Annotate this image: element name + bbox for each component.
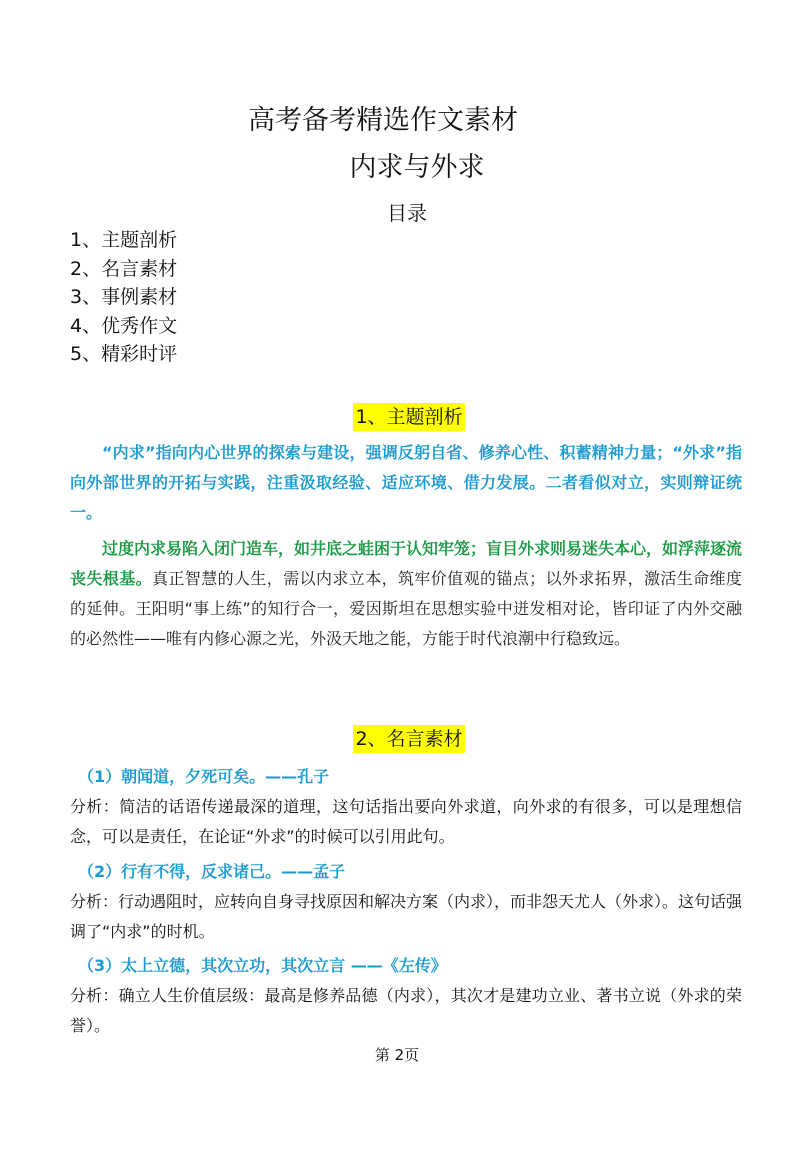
toc-item: 1、主题剖析 [70,229,178,251]
quote-analysis: 分析：确立人生价值层级：最高是修养品德（内求），其次才是建功立业、著书立说（外求的荣誉）。 [70,986,742,1035]
toc-item: 4、优秀作文 [70,314,178,337]
section-heading-quotes: 2、名言素材 [0,724,794,751]
quote-analysis: 分析：行动遇阻时，应转向自身寻找原因和解决方案（内求），而非怨天尤人（外求）。这句话强调了“内求”的时机。 [70,892,743,941]
quote-item: （3）太上立德，其次立功，其次立言 ——《左传》 [78,956,447,975]
page-number: 第 2页 [374,1046,420,1064]
theme-paragraph-1: “内求”指向内心世界的探索与建设，强调反躬自省、修养心性、积蓄精神力量；“外求”指向外部世界的开拓与实践，注重汲取经验、适应环境、借力发展。二者看似对立，实则辩证统一。 [70,443,742,522]
toc-item: 3、事例素材 [70,286,178,308]
document-subtitle: 内求与外求 [349,152,485,183]
quote-item: （2）行有不得，反求诸己。——孟子 [78,862,346,881]
toc-heading: 目录 [387,201,427,225]
theme-paragraph-2-body: 真正智慧的人生，需以内求立本，筑牢价值观的锚点；以外求拓界，激活生命维度的延伸。王阳明“事上练”的知行合一，爱因斯坦在思想实验中迸发相对论，皆印证了内外交融的必然性——唯有内修心源之光，外汲天地之能，方能于时代浪潮中行稳致远。 [70,569,742,648]
section-heading-theme-analysis: 1、主题剖析 [0,402,794,429]
document-title: 高考备考精选作文素材 [248,105,518,136]
toc-item: 2、名言素材 [70,257,178,280]
quote-analysis: 分析：简洁的话语传递最深的道理，这句话指出要向外求道，向外求的有很多，可以是理想信念，可以是责任，在论证“外求”的时候可以引用此句。 [70,797,742,846]
quote-item: （1）朝闻道，夕死可矣。——孔子 [78,767,330,786]
table-of-contents [70,226,177,369]
theme-paragraph-2 [70,534,742,654]
theme-paragraph-2-highlight: 过度内求易陷入闭门造车，如井底之蛙困于认知牢笼；盲目外求则易迷失本心，如浮萍逐流丧失根基。 [70,539,743,588]
toc-item: 5、精彩时评 [70,343,178,365]
